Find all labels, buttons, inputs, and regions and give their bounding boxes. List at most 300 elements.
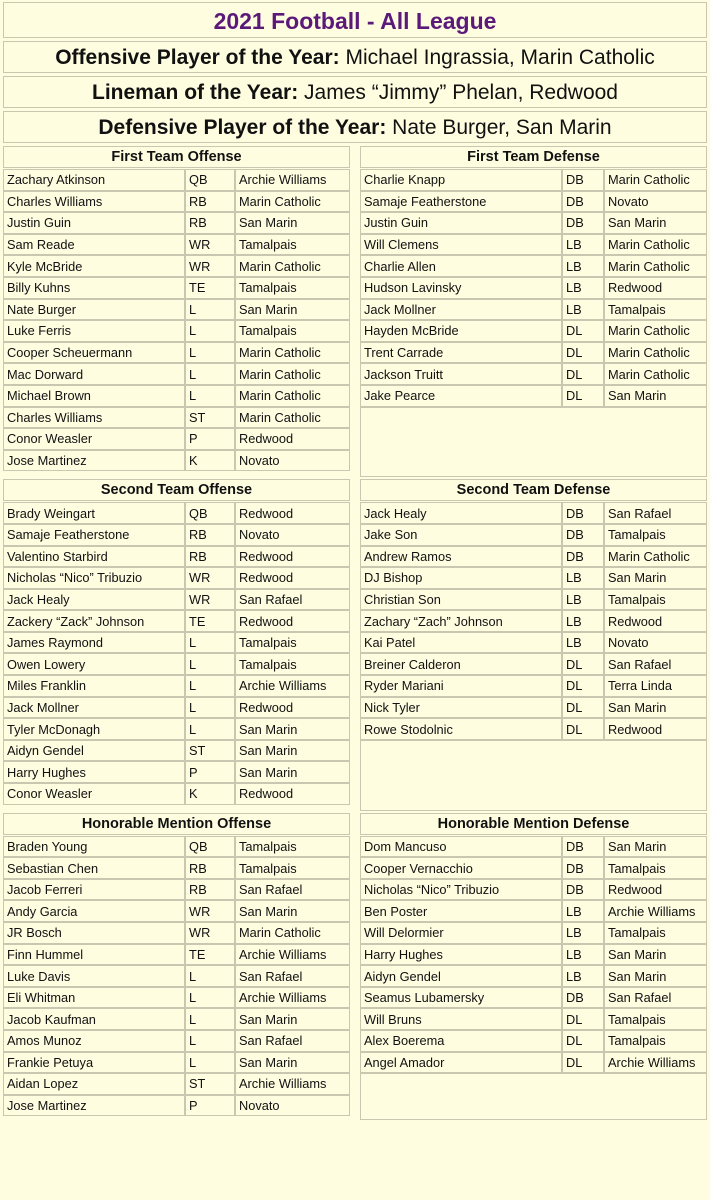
team-sections xyxy=(3,146,707,1122)
school-cell: San Marin xyxy=(235,718,350,740)
school-cell: San Rafael xyxy=(604,653,707,675)
school-cell: Tamalpais xyxy=(604,1030,707,1052)
school-cell: Tamalpais xyxy=(235,632,350,654)
school-cell: San Rafael xyxy=(235,1030,350,1052)
player-name-cell: Kai Patel xyxy=(360,632,562,654)
table-row xyxy=(3,428,350,450)
table-row xyxy=(3,740,350,762)
player-name-cell: Nick Tyler xyxy=(360,697,562,719)
school-cell: Redwood xyxy=(235,428,350,450)
table-row xyxy=(3,1073,350,1095)
player-name-cell: JR Bosch xyxy=(3,922,185,944)
player-name-cell: Ben Poster xyxy=(360,900,562,922)
school-cell: Marin Catholic xyxy=(604,234,707,256)
table-row xyxy=(360,567,707,589)
offense-section-header: Second Team Offense xyxy=(3,479,350,501)
position-cell: L xyxy=(185,385,235,407)
school-cell: Marin Catholic xyxy=(604,169,707,191)
school-cell: Tamalpais xyxy=(604,1008,707,1030)
table-row xyxy=(3,944,350,966)
table-row xyxy=(360,857,707,879)
position-cell: LB xyxy=(562,900,604,922)
position-cell: P xyxy=(185,1095,235,1117)
player-name-cell: Luke Davis xyxy=(3,965,185,987)
school-cell: Redwood xyxy=(235,783,350,805)
school-cell: Marin Catholic xyxy=(604,342,707,364)
table-row xyxy=(3,546,350,568)
position-cell: DL xyxy=(562,385,604,407)
school-cell: Redwood xyxy=(235,697,350,719)
position-cell: DB xyxy=(562,857,604,879)
school-cell: San Rafael xyxy=(235,965,350,987)
school-cell: Tamalpais xyxy=(235,320,350,342)
position-cell: DL xyxy=(562,320,604,342)
player-name-cell: Justin Guin xyxy=(360,212,562,234)
school-cell: Novato xyxy=(235,524,350,546)
position-cell: ST xyxy=(185,407,235,429)
position-cell: TE xyxy=(185,944,235,966)
table-row xyxy=(3,524,350,546)
position-cell: LB xyxy=(562,299,604,321)
position-cell: WR xyxy=(185,234,235,256)
table-row xyxy=(360,675,707,697)
school-cell: Marin Catholic xyxy=(604,546,707,568)
table-row xyxy=(3,987,350,1009)
table-row xyxy=(3,922,350,944)
defense-section-header: First Team Defense xyxy=(360,146,707,168)
school-cell: Terra Linda xyxy=(604,675,707,697)
table-row xyxy=(3,1030,350,1052)
school-cell: Redwood xyxy=(604,610,707,632)
table-row xyxy=(3,1052,350,1074)
table-row xyxy=(360,342,707,364)
position-cell: DB xyxy=(562,836,604,858)
table-row xyxy=(3,879,350,901)
section-row xyxy=(3,813,707,1121)
position-cell: LB xyxy=(562,589,604,611)
player-name-cell: Kyle McBride xyxy=(3,255,185,277)
empty-filler-cell xyxy=(360,407,707,478)
table-row xyxy=(360,1052,707,1074)
table-row xyxy=(3,234,350,256)
player-name-cell: Alex Boerema xyxy=(360,1030,562,1052)
player-name-cell: Charles Williams xyxy=(3,191,185,213)
position-cell: DB xyxy=(562,191,604,213)
offense-section-header: First Team Offense xyxy=(3,146,350,168)
defense-column xyxy=(360,146,707,477)
school-cell: Novato xyxy=(235,1095,350,1117)
player-name-cell: Jacob Ferreri xyxy=(3,879,185,901)
table-row xyxy=(360,589,707,611)
table-row xyxy=(3,212,350,234)
table-row xyxy=(3,1095,350,1117)
table-row xyxy=(3,191,350,213)
position-cell: WR xyxy=(185,589,235,611)
table-row xyxy=(3,169,350,191)
defense-roster-table xyxy=(360,169,707,407)
offense-column xyxy=(3,146,350,477)
position-cell: L xyxy=(185,653,235,675)
player-name-cell: Zachary “Zach” Johnson xyxy=(360,610,562,632)
school-cell: Tamalpais xyxy=(604,857,707,879)
school-cell: Novato xyxy=(604,632,707,654)
table-row xyxy=(360,524,707,546)
award-label: Offensive Player of the Year: xyxy=(55,46,340,69)
school-cell: Marin Catholic xyxy=(235,363,350,385)
school-cell: San Marin xyxy=(604,212,707,234)
school-cell: Tamalpais xyxy=(235,857,350,879)
school-cell: San Marin xyxy=(235,1052,350,1074)
section-row xyxy=(3,479,707,810)
player-name-cell: James Raymond xyxy=(3,632,185,654)
position-cell: DB xyxy=(562,502,604,524)
player-name-cell: Owen Lowery xyxy=(3,653,185,675)
table-row xyxy=(360,546,707,568)
table-row xyxy=(360,299,707,321)
player-name-cell: Frankie Petuya xyxy=(3,1052,185,1074)
position-cell: LB xyxy=(562,632,604,654)
position-cell: LB xyxy=(562,944,604,966)
position-cell: LB xyxy=(562,234,604,256)
school-cell: Redwood xyxy=(235,546,350,568)
table-row xyxy=(360,169,707,191)
position-cell: DB xyxy=(562,987,604,1009)
position-cell: LB xyxy=(562,567,604,589)
school-cell: Archie Williams xyxy=(235,987,350,1009)
player-name-cell: Will Delormier xyxy=(360,922,562,944)
player-name-cell: Amos Munoz xyxy=(3,1030,185,1052)
school-cell: Archie Williams xyxy=(235,675,350,697)
player-name-cell: Christian Son xyxy=(360,589,562,611)
position-cell: DL xyxy=(562,697,604,719)
position-cell: WR xyxy=(185,567,235,589)
table-row xyxy=(3,718,350,740)
school-cell: San Marin xyxy=(604,697,707,719)
table-row xyxy=(360,191,707,213)
position-cell: L xyxy=(185,299,235,321)
table-row xyxy=(3,857,350,879)
table-row xyxy=(360,363,707,385)
position-cell: DB xyxy=(562,524,604,546)
position-cell: DL xyxy=(562,363,604,385)
table-row xyxy=(3,697,350,719)
position-cell: L xyxy=(185,697,235,719)
position-cell: K xyxy=(185,450,235,472)
school-cell: Tamalpais xyxy=(235,653,350,675)
position-cell: QB xyxy=(185,502,235,524)
award-label: Lineman of the Year: xyxy=(92,81,299,104)
table-row xyxy=(360,632,707,654)
table-row xyxy=(360,234,707,256)
table-row xyxy=(3,653,350,675)
position-cell: RB xyxy=(185,191,235,213)
position-cell: LB xyxy=(562,922,604,944)
table-row xyxy=(360,836,707,858)
player-name-cell: Tyler McDonagh xyxy=(3,718,185,740)
offense-column xyxy=(3,479,350,810)
school-cell: Marin Catholic xyxy=(235,191,350,213)
player-name-cell: Nicholas “Nico” Tribuzio xyxy=(3,567,185,589)
player-name-cell: Charlie Allen xyxy=(360,255,562,277)
position-cell: WR xyxy=(185,922,235,944)
position-cell: LB xyxy=(562,277,604,299)
position-cell: P xyxy=(185,761,235,783)
school-cell: San Rafael xyxy=(604,502,707,524)
player-name-cell: Jose Martinez xyxy=(3,450,185,472)
position-cell: L xyxy=(185,987,235,1009)
player-name-cell: Aidyn Gendel xyxy=(360,965,562,987)
player-name-cell: Trent Carrade xyxy=(360,342,562,364)
school-cell: Marin Catholic xyxy=(235,255,350,277)
position-cell: DL xyxy=(562,675,604,697)
position-cell: QB xyxy=(185,836,235,858)
table-row xyxy=(360,944,707,966)
table-row xyxy=(360,718,707,740)
position-cell: DL xyxy=(562,1052,604,1074)
player-name-cell: Justin Guin xyxy=(3,212,185,234)
table-row xyxy=(3,632,350,654)
table-row xyxy=(360,385,707,407)
table-row xyxy=(360,320,707,342)
school-cell: San Rafael xyxy=(235,589,350,611)
position-cell: ST xyxy=(185,740,235,762)
position-cell: L xyxy=(185,632,235,654)
player-name-cell: Cooper Scheuermann xyxy=(3,342,185,364)
school-cell: Archie Williams xyxy=(604,1052,707,1074)
position-cell: TE xyxy=(185,277,235,299)
player-name-cell: Charlie Knapp xyxy=(360,169,562,191)
player-name-cell: Nate Burger xyxy=(3,299,185,321)
player-name-cell: Jacob Kaufman xyxy=(3,1008,185,1030)
table-row xyxy=(3,407,350,429)
player-name-cell: Jack Mollner xyxy=(360,299,562,321)
school-cell: San Marin xyxy=(604,965,707,987)
school-cell: San Marin xyxy=(235,740,350,762)
table-row xyxy=(360,255,707,277)
table-row xyxy=(3,385,350,407)
defense-section-header: Honorable Mention Defense xyxy=(360,813,707,835)
position-cell: DB xyxy=(562,212,604,234)
player-name-cell: Jack Healy xyxy=(360,502,562,524)
player-name-cell: Will Clemens xyxy=(360,234,562,256)
position-cell: WR xyxy=(185,900,235,922)
award-value: Nate Burger, San Marin xyxy=(392,116,612,139)
player-name-cell: Harry Hughes xyxy=(3,761,185,783)
player-name-cell: Aidan Lopez xyxy=(3,1073,185,1095)
school-cell: Tamalpais xyxy=(235,277,350,299)
school-cell: Archie Williams xyxy=(604,900,707,922)
table-row xyxy=(3,567,350,589)
player-name-cell: Jake Son xyxy=(360,524,562,546)
position-cell: L xyxy=(185,965,235,987)
table-row xyxy=(360,1030,707,1052)
player-name-cell: Charles Williams xyxy=(3,407,185,429)
player-name-cell: Rowe Stodolnic xyxy=(360,718,562,740)
school-cell: Archie Williams xyxy=(235,944,350,966)
position-cell: LB xyxy=(562,965,604,987)
player-name-cell: Valentino Starbird xyxy=(3,546,185,568)
table-row xyxy=(360,965,707,987)
position-cell: L xyxy=(185,1030,235,1052)
player-name-cell: Billy Kuhns xyxy=(3,277,185,299)
position-cell: LB xyxy=(562,255,604,277)
table-row xyxy=(3,450,350,472)
player-name-cell: Eli Whitman xyxy=(3,987,185,1009)
school-cell: San Marin xyxy=(604,567,707,589)
player-name-cell: Zackery “Zack” Johnson xyxy=(3,610,185,632)
school-cell: Marin Catholic xyxy=(235,407,350,429)
table-row xyxy=(3,610,350,632)
school-cell: San Marin xyxy=(604,836,707,858)
player-name-cell: Andrew Ramos xyxy=(360,546,562,568)
table-row xyxy=(3,255,350,277)
position-cell: L xyxy=(185,363,235,385)
table-row xyxy=(3,1008,350,1030)
player-name-cell: Sam Reade xyxy=(3,234,185,256)
school-cell: San Marin xyxy=(235,1008,350,1030)
player-name-cell: Will Bruns xyxy=(360,1008,562,1030)
award-offensive-player xyxy=(3,41,707,73)
school-cell: Marin Catholic xyxy=(235,922,350,944)
table-row xyxy=(3,299,350,321)
position-cell: DB xyxy=(562,169,604,191)
player-name-cell: Hudson Lavinsky xyxy=(360,277,562,299)
school-cell: Novato xyxy=(235,450,350,472)
table-row xyxy=(360,653,707,675)
school-cell: Redwood xyxy=(235,502,350,524)
table-row xyxy=(3,965,350,987)
defense-section-header: Second Team Defense xyxy=(360,479,707,501)
empty-filler-cell xyxy=(360,740,707,811)
player-name-cell: Michael Brown xyxy=(3,385,185,407)
table-row xyxy=(3,363,350,385)
table-row xyxy=(3,342,350,364)
position-cell: DB xyxy=(562,546,604,568)
player-name-cell: Jack Healy xyxy=(3,589,185,611)
school-cell: Redwood xyxy=(604,879,707,901)
position-cell: L xyxy=(185,1008,235,1030)
school-cell: Tamalpais xyxy=(235,836,350,858)
section-row xyxy=(3,146,707,477)
position-cell: RB xyxy=(185,857,235,879)
player-name-cell: Brady Weingart xyxy=(3,502,185,524)
offense-roster-table xyxy=(3,836,350,1117)
school-cell: Tamalpais xyxy=(235,234,350,256)
player-name-cell: Angel Amador xyxy=(360,1052,562,1074)
player-name-cell: Dom Mancuso xyxy=(360,836,562,858)
school-cell: Archie Williams xyxy=(235,169,350,191)
position-cell: L xyxy=(185,320,235,342)
offense-roster-table xyxy=(3,502,350,804)
table-row xyxy=(360,879,707,901)
table-row xyxy=(3,836,350,858)
player-name-cell: Jose Martinez xyxy=(3,1095,185,1117)
player-name-cell: Samaje Featherstone xyxy=(3,524,185,546)
position-cell: RB xyxy=(185,524,235,546)
player-name-cell: Jack Mollner xyxy=(3,697,185,719)
position-cell: RB xyxy=(185,546,235,568)
position-cell: QB xyxy=(185,169,235,191)
table-row xyxy=(3,783,350,805)
award-lineman xyxy=(3,76,707,108)
position-cell: L xyxy=(185,718,235,740)
player-name-cell: Zachary Atkinson xyxy=(3,169,185,191)
school-cell: San Marin xyxy=(235,299,350,321)
table-row xyxy=(360,212,707,234)
position-cell: P xyxy=(185,428,235,450)
player-name-cell: Ryder Mariani xyxy=(360,675,562,697)
table-row xyxy=(360,1008,707,1030)
school-cell: Redwood xyxy=(235,610,350,632)
player-name-cell: Hayden McBride xyxy=(360,320,562,342)
player-name-cell: Jake Pearce xyxy=(360,385,562,407)
position-cell: LB xyxy=(562,610,604,632)
position-cell: WR xyxy=(185,255,235,277)
player-name-cell: Finn Hummel xyxy=(3,944,185,966)
position-cell: DL xyxy=(562,1030,604,1052)
player-name-cell: Conor Weasler xyxy=(3,428,185,450)
table-row xyxy=(360,987,707,1009)
position-cell: L xyxy=(185,1052,235,1074)
position-cell: DL xyxy=(562,653,604,675)
award-defensive-player xyxy=(3,111,707,143)
player-name-cell: Jackson Truitt xyxy=(360,363,562,385)
award-value: James “Jimmy” Phelan, Redwood xyxy=(304,81,618,104)
table-row xyxy=(3,761,350,783)
award-value: Michael Ingrassia, Marin Catholic xyxy=(345,46,655,69)
player-name-cell: DJ Bishop xyxy=(360,567,562,589)
table-row xyxy=(360,900,707,922)
school-cell: Tamalpais xyxy=(604,589,707,611)
school-cell: Marin Catholic xyxy=(604,363,707,385)
school-cell: Marin Catholic xyxy=(235,342,350,364)
table-row xyxy=(360,697,707,719)
table-row xyxy=(3,277,350,299)
player-name-cell: Conor Weasler xyxy=(3,783,185,805)
school-cell: Marin Catholic xyxy=(604,255,707,277)
school-cell: Archie Williams xyxy=(235,1073,350,1095)
defense-column xyxy=(360,479,707,810)
page-title: 2021 Football - All League xyxy=(3,2,707,38)
section-gap xyxy=(3,1120,707,1122)
position-cell: L xyxy=(185,675,235,697)
school-cell: San Marin xyxy=(235,761,350,783)
position-cell: TE xyxy=(185,610,235,632)
player-name-cell: Sebastian Chen xyxy=(3,857,185,879)
table-row xyxy=(3,675,350,697)
school-cell: Novato xyxy=(604,191,707,213)
player-name-cell: Aidyn Gendel xyxy=(3,740,185,762)
position-cell: RB xyxy=(185,879,235,901)
player-name-cell: Andy Garcia xyxy=(3,900,185,922)
school-cell: Redwood xyxy=(604,277,707,299)
school-cell: San Rafael xyxy=(235,879,350,901)
player-name-cell: Braden Young xyxy=(3,836,185,858)
table-row xyxy=(3,502,350,524)
player-name-cell: Luke Ferris xyxy=(3,320,185,342)
position-cell: DB xyxy=(562,879,604,901)
position-cell: DL xyxy=(562,342,604,364)
table-row xyxy=(3,900,350,922)
table-row xyxy=(360,502,707,524)
player-name-cell: Harry Hughes xyxy=(360,944,562,966)
school-cell: Marin Catholic xyxy=(604,320,707,342)
position-cell: ST xyxy=(185,1073,235,1095)
player-name-cell: Mac Dorward xyxy=(3,363,185,385)
school-cell: San Marin xyxy=(235,212,350,234)
school-cell: Tamalpais xyxy=(604,299,707,321)
award-label: Defensive Player of the Year: xyxy=(98,116,387,139)
